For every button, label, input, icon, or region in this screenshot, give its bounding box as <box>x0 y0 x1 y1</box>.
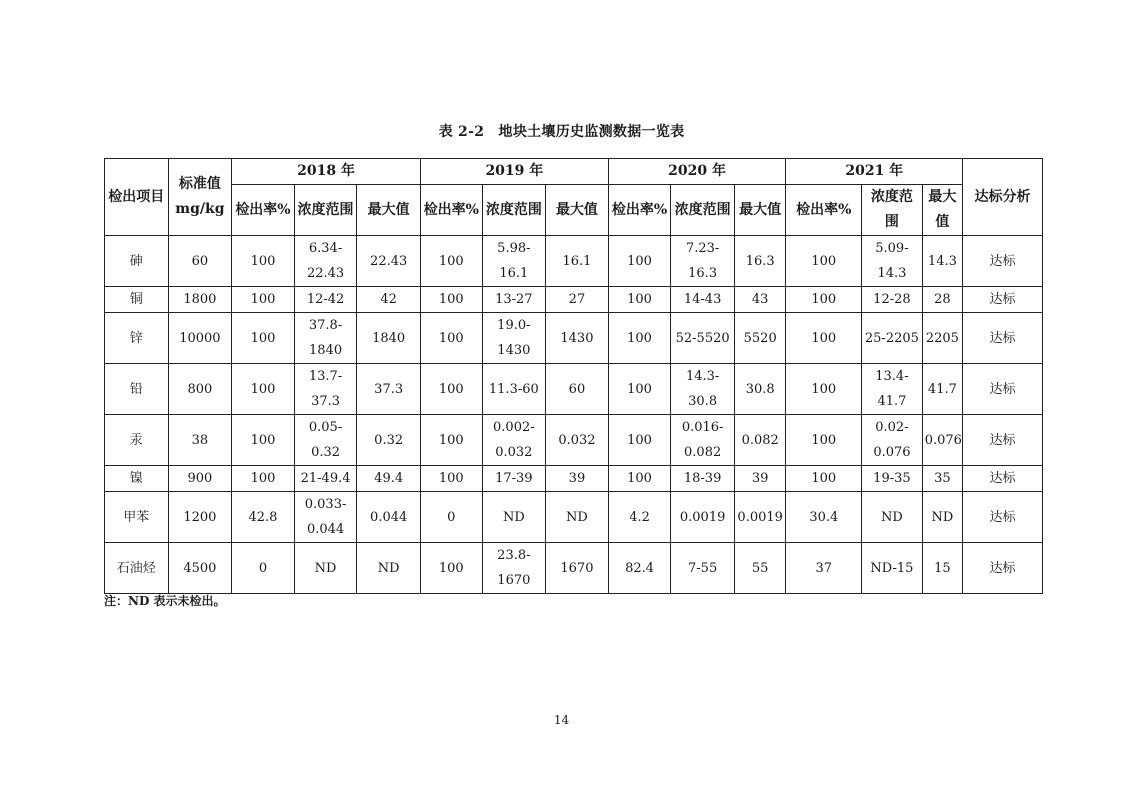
cell-rate-2018: 42.8 <box>232 492 295 543</box>
cell-rate-2019: 100 <box>420 415 482 466</box>
header-year-2019: 2019 年 <box>420 159 608 185</box>
subheader-detection-rate: 检出率% <box>420 185 482 236</box>
page-number: 14 <box>553 713 570 727</box>
cell-range-2020: 18-39 <box>671 466 735 492</box>
cell-rate-2018: 100 <box>232 364 295 415</box>
cell-item: 铅 <box>105 364 169 415</box>
cell-standard: 38 <box>168 415 232 466</box>
subheader-detection-rate: 检出率% <box>608 185 671 236</box>
table-row <box>105 313 1043 364</box>
cell-analysis: 达标 <box>963 236 1043 287</box>
monitoring-data-table <box>104 158 1043 594</box>
cell-item: 砷 <box>105 236 169 287</box>
cell-rate-2019: 100 <box>420 543 482 594</box>
cell-max-2021: 0.076 <box>922 415 962 466</box>
cell-rate-2020: 4.2 <box>608 492 671 543</box>
cell-max-2020: 0.082 <box>734 415 786 466</box>
cell-max-2020: 39 <box>734 466 786 492</box>
cell-max-2019: ND <box>546 492 609 543</box>
table-title: 表 2-2 地块土壤历史监测数据一览表 <box>438 124 685 140</box>
cell-range-2018: ND <box>294 543 357 594</box>
subheader-max: 最大值 <box>922 185 962 236</box>
cell-range-2018: 6.34-22.43 <box>294 236 357 287</box>
cell-rate-2021: 100 <box>786 415 862 466</box>
cell-range-2019: 0.002-0.032 <box>482 415 546 466</box>
cell-range-2021: ND-15 <box>862 543 923 594</box>
header-item: 检出项目 <box>105 159 169 236</box>
table-row <box>105 364 1043 415</box>
cell-max-2018: 0.044 <box>357 492 421 543</box>
cell-range-2019: 19.0-1430 <box>482 313 546 364</box>
cell-standard: 1200 <box>168 492 232 543</box>
cell-rate-2019: 100 <box>420 236 482 287</box>
table-row <box>105 492 1043 543</box>
subheader-range: 浓度范围 <box>862 185 923 236</box>
cell-max-2021: 28 <box>922 287 962 313</box>
cell-rate-2021: 30.4 <box>786 492 862 543</box>
header-year-2021: 2021 年 <box>786 159 963 185</box>
cell-rate-2020: 100 <box>608 364 671 415</box>
subheader-range: 浓度范围 <box>294 185 357 236</box>
cell-rate-2018: 100 <box>232 313 295 364</box>
cell-rate-2020: 100 <box>608 236 671 287</box>
cell-max-2020: 43 <box>734 287 786 313</box>
cell-analysis: 达标 <box>963 466 1043 492</box>
cell-range-2020: 0.016-0.082 <box>671 415 735 466</box>
cell-max-2021: 15 <box>922 543 962 594</box>
cell-range-2019: 17-39 <box>482 466 546 492</box>
cell-analysis: 达标 <box>963 543 1043 594</box>
cell-range-2018: 13.7-37.3 <box>294 364 357 415</box>
cell-max-2019: 39 <box>546 466 609 492</box>
cell-max-2020: 16.3 <box>734 236 786 287</box>
cell-rate-2021: 100 <box>786 364 862 415</box>
cell-range-2018: 37.8-1840 <box>294 313 357 364</box>
table-row <box>105 236 1043 287</box>
cell-rate-2019: 100 <box>420 364 482 415</box>
cell-rate-2018: 100 <box>232 415 295 466</box>
cell-range-2021: 5.09-14.3 <box>862 236 923 287</box>
cell-item: 铜 <box>105 287 169 313</box>
cell-max-2018: 0.32 <box>357 415 421 466</box>
cell-max-2020: 30.8 <box>734 364 786 415</box>
cell-item: 汞 <box>105 415 169 466</box>
table-row <box>105 415 1043 466</box>
cell-standard: 900 <box>168 466 232 492</box>
cell-max-2021: ND <box>922 492 962 543</box>
cell-range-2019: 11.3-60 <box>482 364 546 415</box>
cell-range-2020: 52-5520 <box>671 313 735 364</box>
cell-range-2020: 7.23-16.3 <box>671 236 735 287</box>
cell-max-2019: 1430 <box>546 313 609 364</box>
cell-rate-2019: 100 <box>420 287 482 313</box>
cell-max-2019: 1670 <box>546 543 609 594</box>
subheader-range: 浓度范围 <box>482 185 546 236</box>
cell-max-2019: 0.032 <box>546 415 609 466</box>
cell-max-2018: 22.43 <box>357 236 421 287</box>
table-note: 注：ND 表示未检出。 <box>104 594 226 608</box>
cell-rate-2020: 100 <box>608 287 671 313</box>
cell-range-2020: 7-55 <box>671 543 735 594</box>
cell-rate-2019: 100 <box>420 313 482 364</box>
cell-max-2021: 35 <box>922 466 962 492</box>
cell-max-2019: 60 <box>546 364 609 415</box>
cell-range-2020: 14.3-30.8 <box>671 364 735 415</box>
cell-max-2018: ND <box>357 543 421 594</box>
cell-range-2021: ND <box>862 492 923 543</box>
cell-max-2019: 27 <box>546 287 609 313</box>
cell-range-2021: 19-35 <box>862 466 923 492</box>
cell-max-2020: 5520 <box>734 313 786 364</box>
cell-range-2018: 0.05-0.32 <box>294 415 357 466</box>
header-analysis: 达标分析 <box>963 159 1043 236</box>
cell-rate-2020: 100 <box>608 466 671 492</box>
cell-rate-2021: 100 <box>786 287 862 313</box>
cell-rate-2020: 100 <box>608 313 671 364</box>
subheader-max: 最大值 <box>734 185 786 236</box>
cell-rate-2020: 100 <box>608 415 671 466</box>
subheader-range: 浓度范围 <box>671 185 735 236</box>
cell-rate-2020: 82.4 <box>608 543 671 594</box>
cell-range-2018: 0.033-0.044 <box>294 492 357 543</box>
cell-rate-2018: 0 <box>232 543 295 594</box>
cell-standard: 10000 <box>168 313 232 364</box>
cell-rate-2019: 0 <box>420 492 482 543</box>
subheader-max: 最大值 <box>546 185 609 236</box>
cell-range-2018: 21-49.4 <box>294 466 357 492</box>
table-row <box>105 466 1043 492</box>
cell-max-2021: 41.7 <box>922 364 962 415</box>
cell-max-2021: 14.3 <box>922 236 962 287</box>
cell-range-2021: 12-28 <box>862 287 923 313</box>
cell-range-2019: ND <box>482 492 546 543</box>
cell-item: 甲苯 <box>105 492 169 543</box>
header-standard: 标准值 mg/kg <box>168 159 232 236</box>
cell-standard: 4500 <box>168 543 232 594</box>
cell-rate-2019: 100 <box>420 466 482 492</box>
cell-max-2018: 1840 <box>357 313 421 364</box>
cell-max-2020: 55 <box>734 543 786 594</box>
cell-range-2018: 12-42 <box>294 287 357 313</box>
cell-item: 石油烃 <box>105 543 169 594</box>
cell-max-2021: 2205 <box>922 313 962 364</box>
table-row <box>105 287 1043 313</box>
cell-analysis: 达标 <box>963 364 1043 415</box>
cell-max-2020: 0.0019 <box>734 492 786 543</box>
cell-analysis: 达标 <box>963 415 1043 466</box>
cell-rate-2021: 100 <box>786 466 862 492</box>
cell-analysis: 达标 <box>963 313 1043 364</box>
cell-range-2021: 25-2205 <box>862 313 923 364</box>
cell-range-2019: 5.98-16.1 <box>482 236 546 287</box>
cell-rate-2021: 37 <box>786 543 862 594</box>
cell-range-2021: 13.4-41.7 <box>862 364 923 415</box>
subheader-detection-rate: 检出率% <box>786 185 862 236</box>
header-year-2018: 2018 年 <box>232 159 421 185</box>
cell-range-2019: 13-27 <box>482 287 546 313</box>
cell-analysis: 达标 <box>963 287 1043 313</box>
table-row <box>105 543 1043 594</box>
cell-range-2021: 0.02-0.076 <box>862 415 923 466</box>
cell-rate-2018: 100 <box>232 287 295 313</box>
cell-standard: 1800 <box>168 287 232 313</box>
subheader-detection-rate: 检出率% <box>232 185 295 236</box>
cell-standard: 800 <box>168 364 232 415</box>
subheader-max: 最大值 <box>357 185 421 236</box>
cell-max-2019: 16.1 <box>546 236 609 287</box>
cell-rate-2018: 100 <box>232 236 295 287</box>
header-year-2020: 2020 年 <box>608 159 786 185</box>
cell-rate-2018: 100 <box>232 466 295 492</box>
cell-analysis: 达标 <box>963 492 1043 543</box>
cell-max-2018: 42 <box>357 287 421 313</box>
cell-standard: 60 <box>168 236 232 287</box>
cell-range-2020: 14-43 <box>671 287 735 313</box>
cell-max-2018: 49.4 <box>357 466 421 492</box>
cell-rate-2021: 100 <box>786 236 862 287</box>
cell-max-2018: 37.3 <box>357 364 421 415</box>
cell-item: 镍 <box>105 466 169 492</box>
cell-rate-2021: 100 <box>786 313 862 364</box>
cell-range-2019: 23.8-1670 <box>482 543 546 594</box>
cell-item: 锌 <box>105 313 169 364</box>
cell-range-2020: 0.0019 <box>671 492 735 543</box>
